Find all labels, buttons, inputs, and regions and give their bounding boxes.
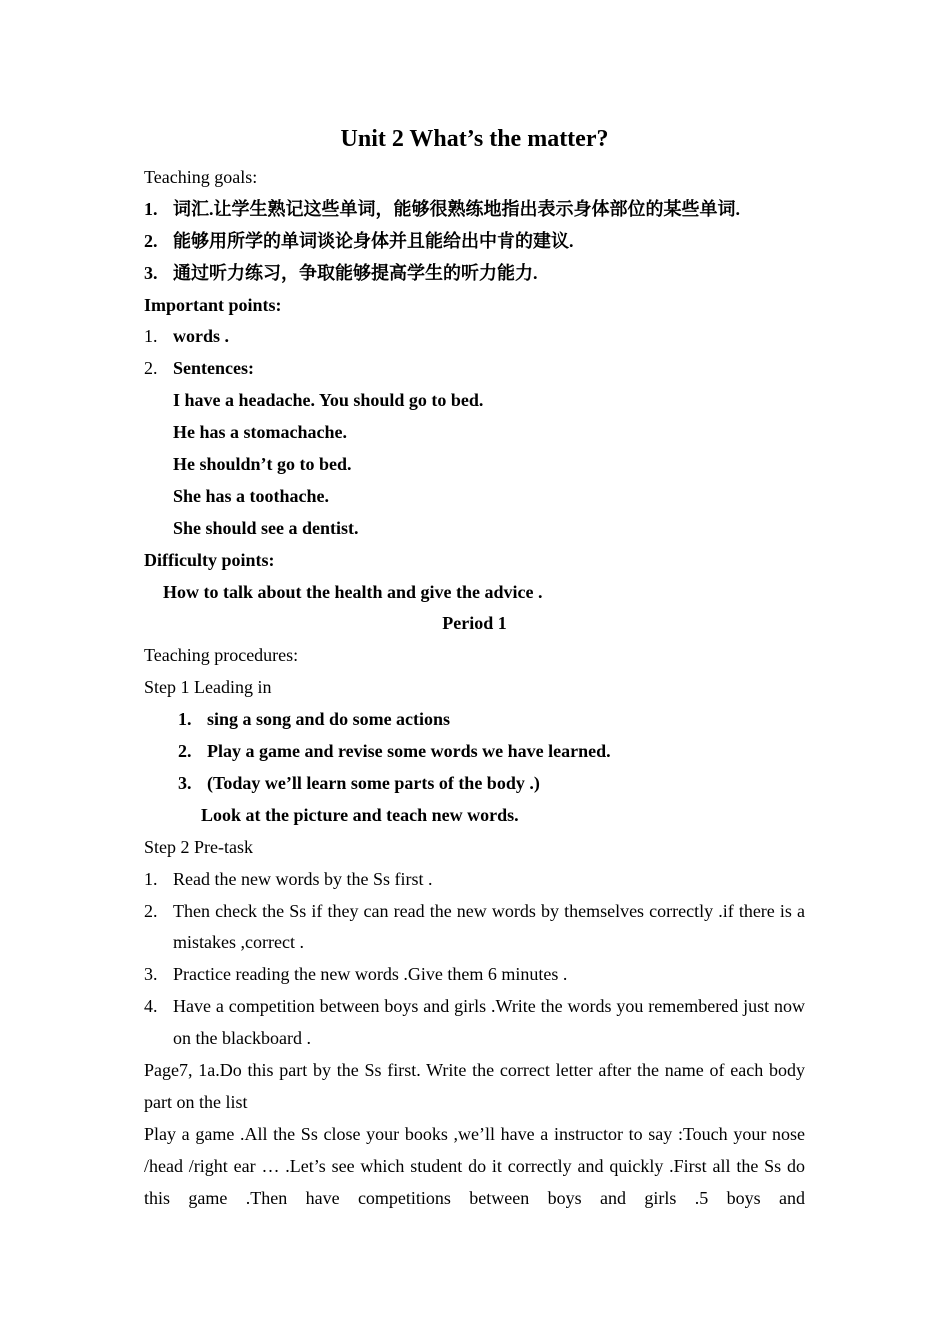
period-heading: Period 1 — [442, 613, 507, 634]
document-title: Unit 2 What’s the matter? — [340, 126, 609, 152]
document-body — [144, 122, 805, 1215]
goal-item: 3. 通过听力练习，争取能够提高学生的听力能力. — [144, 262, 538, 283]
step2-item: 3. Practice reading the new words .Give them 6 minutes . — [144, 964, 568, 985]
difficulty-points-label: Difficulty points: — [144, 549, 275, 570]
step1-label: Step 1 Leading in — [144, 677, 272, 698]
page7-paragraph: Page7, 1a.Do this part by the Ss first. Write the correct letter after the name of each body part on the list — [144, 1060, 805, 1112]
procedures-label: Teaching procedures: — [144, 645, 299, 666]
goal-item: 1. 词汇.让学生熟记这些单词，能够很熟练地指出表示身体部位的某些单词. — [144, 198, 740, 219]
step2-item: 2. Then check the Ss if they can read the new words by themselves correctly .if there is a mistakes ,correct . — [144, 900, 805, 953]
step1-item: 2. Play a game and revise some words we have learned. — [178, 741, 611, 762]
step2-item: 4. Have a competition between boys and girls .Write the words you remembered just now on the blackboard . — [144, 996, 805, 1049]
important-points-label: Important points: — [144, 294, 282, 315]
important-item: 1. words . — [144, 326, 230, 347]
sentence-line: He has a stomachache. — [173, 422, 347, 443]
step1-item: 1. sing a song and do some actions — [178, 709, 451, 730]
game-paragraph: Play a game .All the Ss close your books ,we’ll have a instructor to say :Touch your nose /head /right ear … .Let’s see which student do it correctly and quickly .First all the Ss do this game .Then have competitions between boys and girls .5 boys and — [144, 1123, 805, 1208]
step2-label: Step 2 Pre-task — [144, 836, 253, 857]
step2-item: 1. Read the new words by the Ss first . — [144, 868, 433, 889]
teaching-goals-label: Teaching goals: — [144, 167, 258, 187]
step1-item: 3. (Today we’ll learn some parts of the body .) — [178, 772, 540, 793]
difficulty-text: How to talk about the health and give the advice . — [163, 581, 543, 602]
goal-item: 2. 能够用所学的单词谈论身体并且能给出中肯的建议. — [144, 230, 574, 251]
sentence-line: I have a headache. You should go to bed. — [173, 390, 484, 411]
sentence-line: She has a toothache. — [173, 485, 330, 506]
sentence-line: She should see a dentist. — [173, 517, 359, 538]
important-item: 2. Sentences: — [144, 358, 254, 379]
sentence-line: He shouldn’t go to bed. — [173, 454, 352, 475]
step1-extra: Look at the picture and teach new words. — [201, 804, 519, 825]
